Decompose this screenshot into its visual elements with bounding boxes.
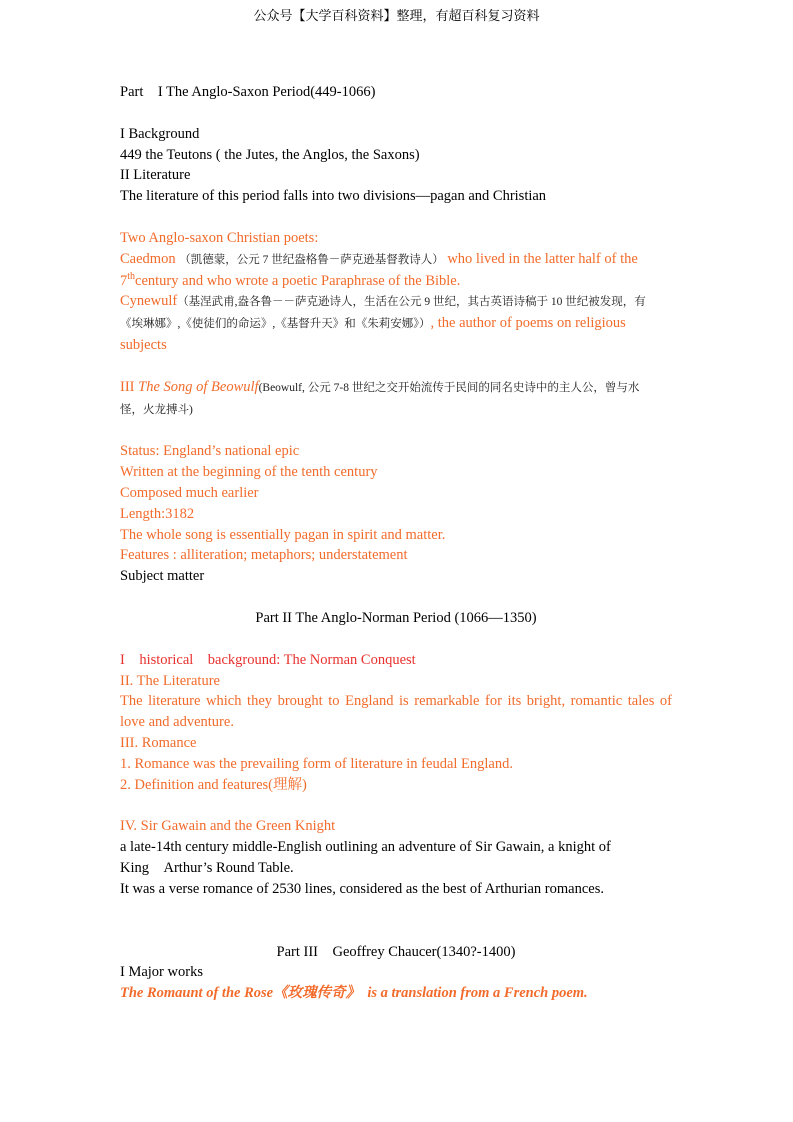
cynewulf-note-2: 《埃琳娜》,《使徒们的命运》,《基督升天》和《朱莉安娜》） <box>120 318 431 331</box>
part3-title: Part III Geoffrey Chaucer(1340?-1400) <box>276 943 516 960</box>
background-heading: I Background <box>120 125 200 142</box>
romance-point-2: 2. Definition and features(理解) <box>120 776 307 793</box>
part2-title: Part II The Anglo-Norman Period (1066—1350) <box>255 609 537 626</box>
beowulf-heading <box>120 377 672 399</box>
caedmon-note: （凯德蒙，公元 7 世纪盎格鲁－萨克逊基督教诗人） <box>179 253 444 266</box>
literature-text: The literature of this period falls into two divisions—pagan and Christian <box>120 188 547 205</box>
caedmon-name: Caedmon <box>120 250 176 267</box>
poets-heading: Two Anglo-saxon Christian poets: <box>120 229 319 246</box>
cynewulf-line-2 <box>120 313 672 335</box>
subject-matter: Subject matter <box>120 568 205 585</box>
romaunt-line: The Romaunt of the Rose《玫瑰传奇》 is a translation from a French poem. <box>120 985 588 1002</box>
fact-composed: Composed much earlier <box>120 484 259 501</box>
cynewulf-note: （基涅武甫,盎各鲁－－萨克逊诗人，生活在公元 9 世纪，其古英语诗稿于 10 世纪被发现，有 <box>177 296 646 309</box>
cynewulf-line <box>120 291 672 313</box>
cynewulf-desc: , the author of poems on religious <box>430 315 626 332</box>
literature-heading: II Literature <box>120 167 191 184</box>
romance-point-1: 1. Romance was the prevailing form of literature in feudal England. <box>120 755 513 772</box>
page-header: 公众号【大学百科资料】整理，有超百科复习资料 <box>253 8 540 23</box>
fact-status: Status: England’s national epic <box>120 443 300 460</box>
cynewulf-line-3: subjects <box>120 336 167 353</box>
fact-pagan: The whole song is essentially pagan in spirit and matter. <box>120 526 446 543</box>
beowulf-note: (Beowulf, 公元 7-8 世纪之交开始流传于民间的同名史诗中的主人公，曾与水 <box>258 381 640 394</box>
background-text: 449 the Teutons ( the Jutes, the Anglos, the Saxons) <box>120 146 420 163</box>
part2-literature-text: The literature which they brought to England is remarkable for its bright, romantic tales of love and adventure. <box>120 693 672 731</box>
gawain-text-2: King Arthur’s Round Table. <box>120 859 294 876</box>
gawain-text-1: a late-14th century middle-English outlining an adventure of Sir Gawain, a knight of <box>120 839 611 856</box>
caedmon-line-2 <box>120 271 672 292</box>
romance-heading: III. Romance <box>120 734 197 751</box>
century-suffix: th <box>127 270 136 282</box>
gawain-text-3: It was a verse romance of 2530 lines, considered as the best of Arthurian romances. <box>120 880 604 897</box>
document-body <box>120 82 672 1004</box>
beowulf-note-line-2 <box>120 399 672 421</box>
gawain-heading: IV. Sir Gawain and the Green Knight <box>120 818 336 835</box>
caedmon-desc: who lived in the latter half of the <box>447 250 638 267</box>
caedmon-line <box>120 249 672 271</box>
cynewulf-name: Cynewulf <box>120 293 178 310</box>
fact-length: Length:3182 <box>120 505 195 522</box>
part1-title: Part I The Anglo-Saxon Period(449-1066) <box>120 84 376 100</box>
beowulf-number: III <box>120 378 139 395</box>
major-works-heading: I Major works <box>120 964 203 981</box>
beowulf-title: The Song of Beowulf <box>138 378 259 395</box>
caedmon-desc-2: century and who wrote a poetic Paraphrase of the Bible. <box>135 272 461 289</box>
beowulf-note-2: 怪，火龙搏斗) <box>120 403 193 416</box>
century-number: 7 <box>120 272 128 289</box>
fact-written: Written at the beginning of the tenth century <box>120 464 378 481</box>
part2-literature-heading: II. The Literature <box>120 672 220 689</box>
fact-features: Features : alliteration; metaphors; understatement <box>120 547 408 564</box>
historical-background: I historical background: The Norman Conquest <box>120 651 416 668</box>
